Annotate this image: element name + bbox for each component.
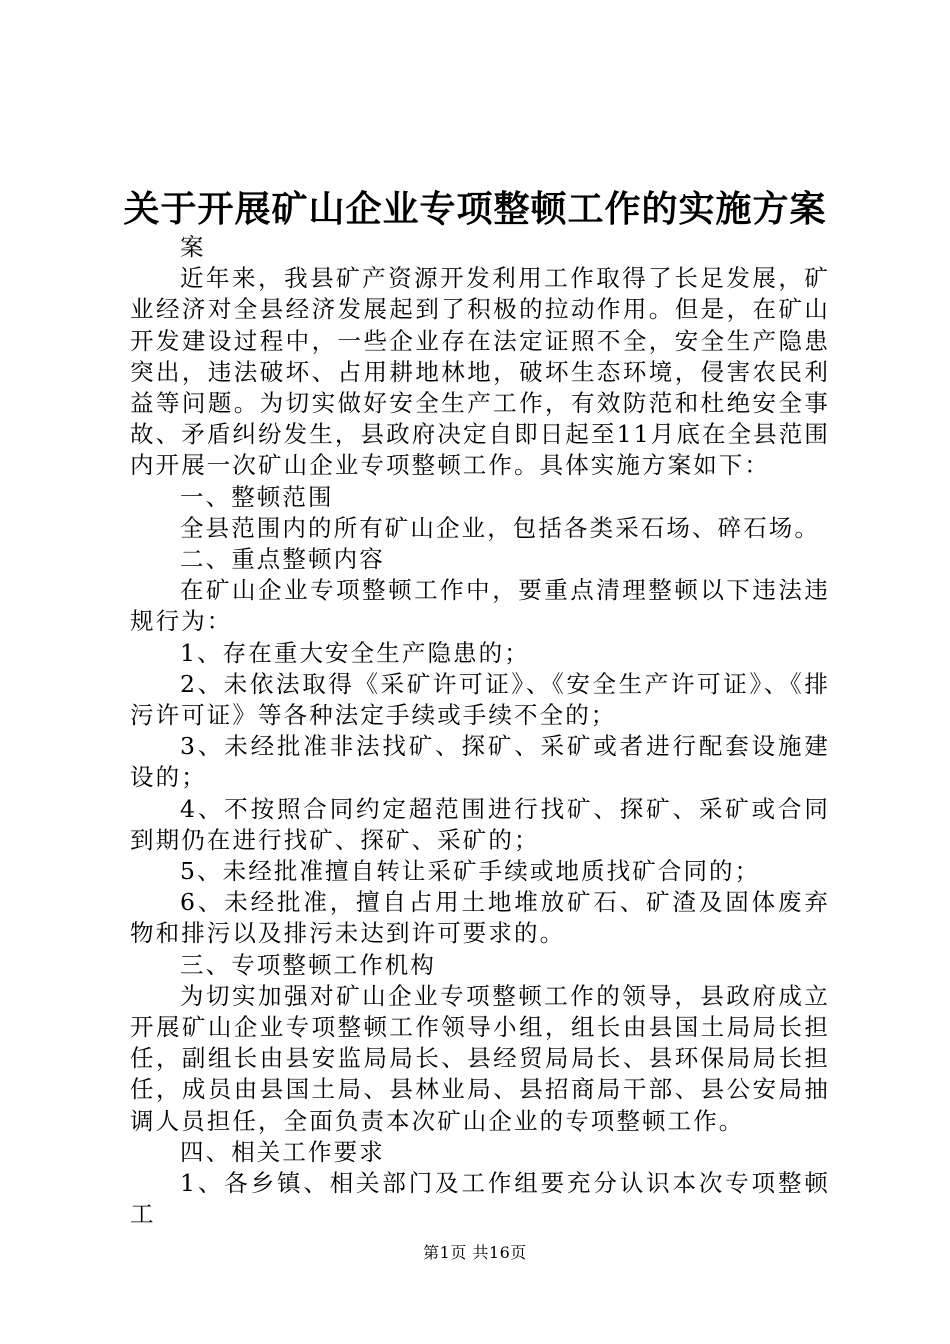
list-item-6: 6、未经批准，擅自占用土地堆放矿石、矿渣及固体废弃物和排污以及排污未达到许可要求的。 [130, 888, 830, 948]
paragraph-requirement-1: 1、各乡镇、相关部门及工作组要充分认识本次专项整顿工 [130, 1169, 830, 1229]
list-item-1: 1、存在重大安全生产隐患的； [180, 638, 530, 667]
section-heading-3: 三、专项整顿工作机构 [180, 950, 436, 979]
paragraph-organization: 为切实加强对矿山企业专项整顿工作的领导，县政府成立开展矿山企业专项整顿工作领导小组，组长由县国土局局长担任，副组长由县安监局局长、县经贸局局长、县环保局局长担任，成员由县国土局、县林业局、县招商局干部、县公安局抽调人员担任，全面负责本次矿山企业的专项整顿工作。 [130, 981, 830, 1135]
paragraph-intro: 近年来，我县矿产资源开发利用工作取得了长足发展，矿业经济对全县经济发展起到了积极的拉动作用。但是，在矿山开发建设过程中，一些企业存在法定证照不全，安全生产隐患突出，违法破坏、占用耕地林地，破坏生态环境，侵害农民利益等问题。为切实做好安全生产工作，有效防范和杜绝安全事故、矛盾纠纷发生，县政府决定自即日起至11月底在全县范围内开展一次矿山企业专项整顿工作。具体实施方案如下： [130, 264, 830, 480]
section-heading-4: 四、相关工作要求 [180, 1137, 385, 1166]
list-item-2: 2、未依法取得《采矿许可证》、《安全生产许可证》、《排污许可证》等各种法定手续或手续不全的； [130, 669, 830, 730]
list-item-4: 4、不按照合同约定超范围进行找矿、探矿、采矿或合同到期仍在进行找矿、探矿、采矿的； [130, 794, 830, 854]
paragraph-focus: 在矿山企业专项整顿工作中，要重点清理整顿以下违法违规行为： [130, 576, 830, 636]
document-body [130, 232, 830, 1231]
section-heading-1: 一、整顿范围 [180, 482, 334, 511]
page-title: 关于开展矿山企业专项整顿工作的实施方案 [123, 189, 827, 230]
paragraph-scope: 全县范围内的所有矿山企业，包括各类采石场、碎石场。 [180, 513, 820, 542]
section-heading-2: 二、重点整顿内容 [180, 545, 385, 574]
list-item-5: 5、未经批准擅自转让采矿手续或地质找矿合同的； [180, 857, 761, 886]
paragraph-fragment: 案 [180, 233, 206, 261]
page-footer: 第1页 共16页 [423, 1243, 527, 1262]
list-item-3: 3、未经批准非法找矿、探矿、采矿或者进行配套设施建设的； [130, 732, 830, 792]
